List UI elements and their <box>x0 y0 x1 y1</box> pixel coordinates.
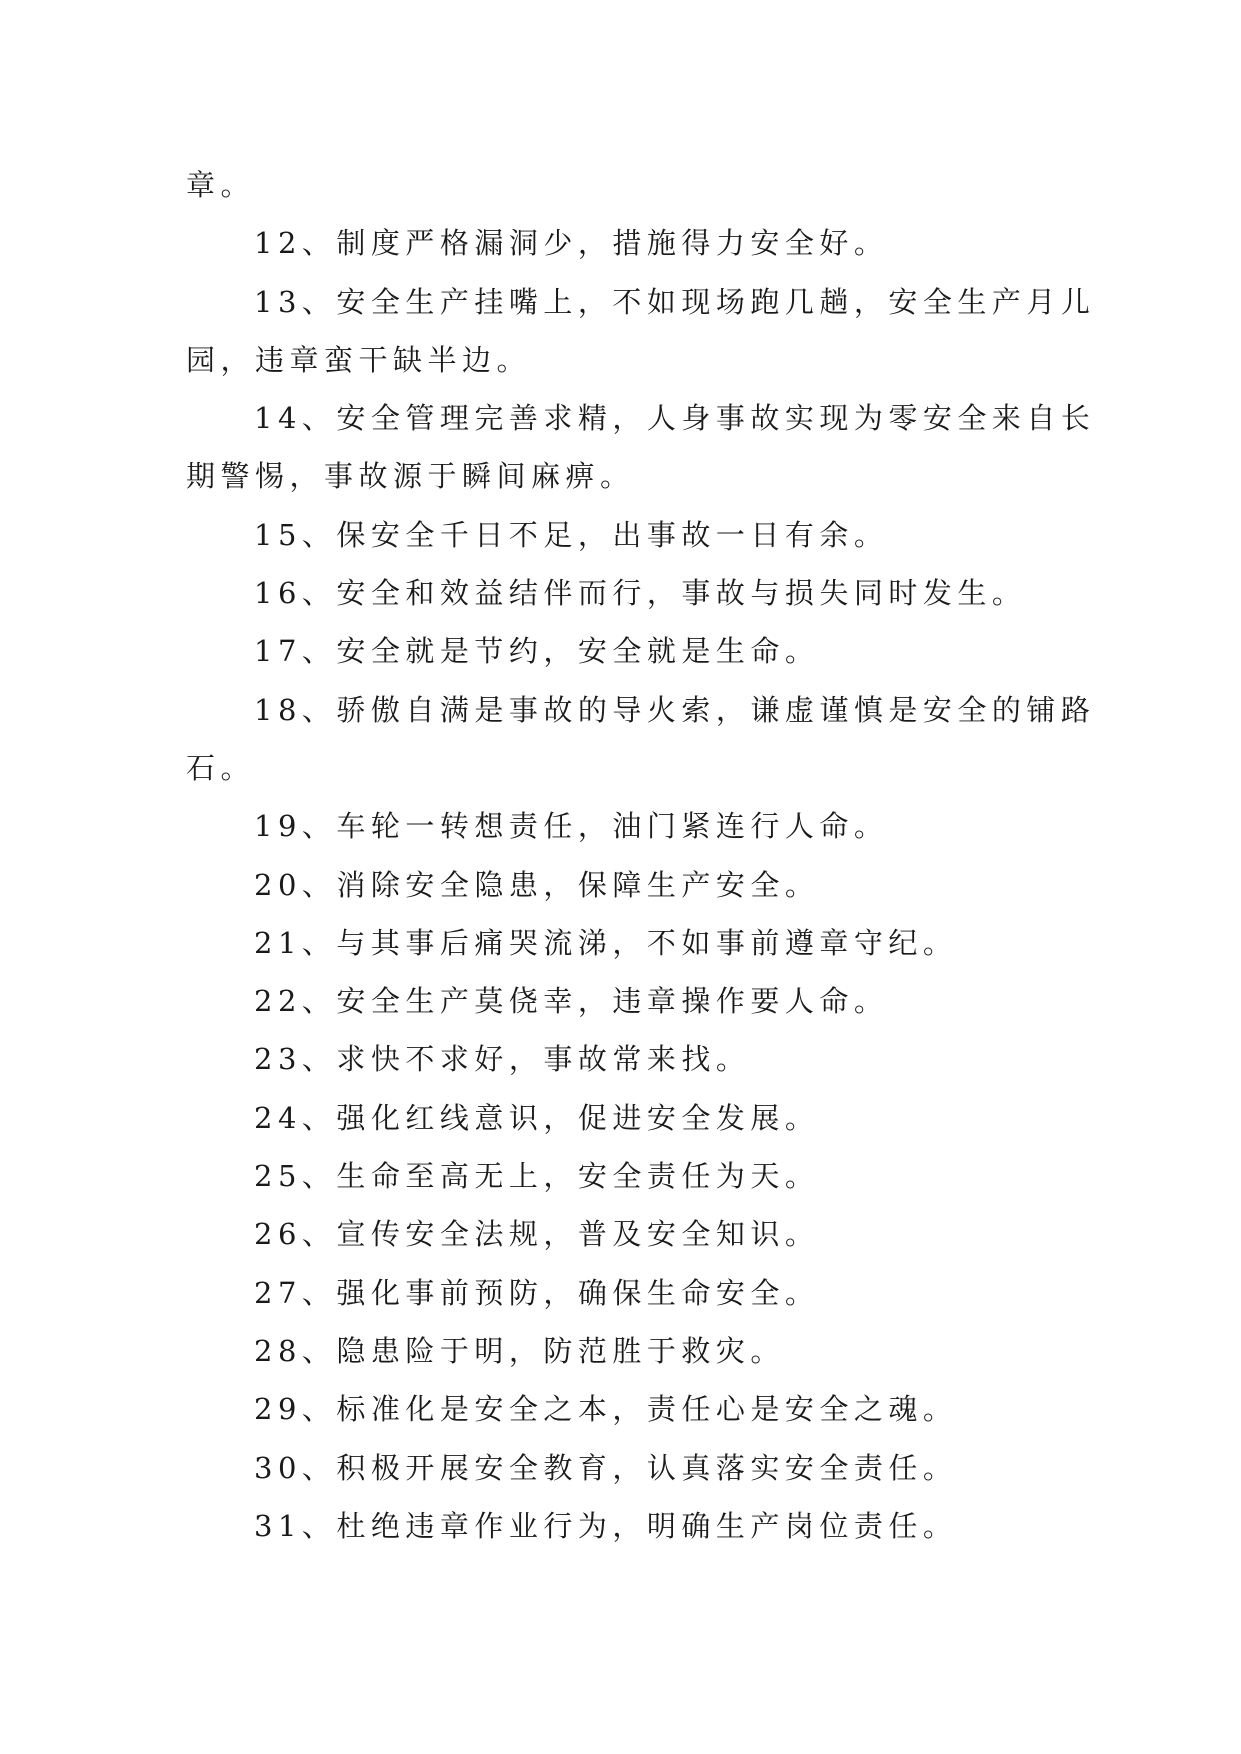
text-line: 期警惕，事故源于瞬间麻痹。 <box>186 459 635 494</box>
text-line: 12、制度严格漏洞少，措施得力安全好。 <box>254 226 889 261</box>
text-line: 24、强化红线意识，促进安全发展。 <box>254 1100 820 1135</box>
text-line: 23、求快不求好，事故常来找。 <box>254 1042 751 1077</box>
text-line: 22、安全生产莫侥幸，违章操作要人命。 <box>254 984 889 1019</box>
text-line: 15、保安全千日不足，出事故一日有余。 <box>254 517 889 552</box>
text-line: 28、隐患险于明，防范胜于救灾。 <box>254 1333 785 1368</box>
text-line: 19、车轮一转想责任，油门紧连行人命。 <box>254 809 889 844</box>
text-line: 27、强化事前预防，确保生命安全。 <box>254 1275 820 1310</box>
text-line: 20、消除安全隐患，保障生产安全。 <box>254 867 820 902</box>
text-line: 26、宣传安全法规，普及安全知识。 <box>254 1217 820 1252</box>
text-line: 章。 <box>186 168 256 202</box>
text-line: 21、与其事后痛哭流涕，不如事前遵章守纪。 <box>254 925 958 960</box>
text-line: 29、标准化是安全之本，责任心是安全之魂。 <box>254 1392 958 1427</box>
text-line: 30、积极开展安全教育，认真落实安全责任。 <box>254 1450 958 1485</box>
text-line: 13、安全生产挂嘴上，不如现场跑几趟，安全生产月儿 <box>254 284 1096 319</box>
text-line: 14、安全管理完善求精，人身事故实现为零安全来自长 <box>254 401 1096 436</box>
text-line: 16、安全和效益结伴而行，事故与损失同时发生。 <box>254 576 1027 611</box>
document-body <box>186 156 1096 1555</box>
text-line: 18、骄傲自满是事故的导火索，谦虚谨慎是安全的铺路 <box>254 692 1096 727</box>
text-line: 园，违章蛮干缺半边。 <box>186 342 532 377</box>
text-line: 17、安全就是节约，安全就是生命。 <box>254 634 820 669</box>
text-line: 石。 <box>186 750 256 785</box>
text-line: 31、杜绝违章作业行为，明确生产岗位责任。 <box>254 1508 958 1543</box>
text-line: 25、生命至高无上，安全责任为天。 <box>254 1159 820 1194</box>
